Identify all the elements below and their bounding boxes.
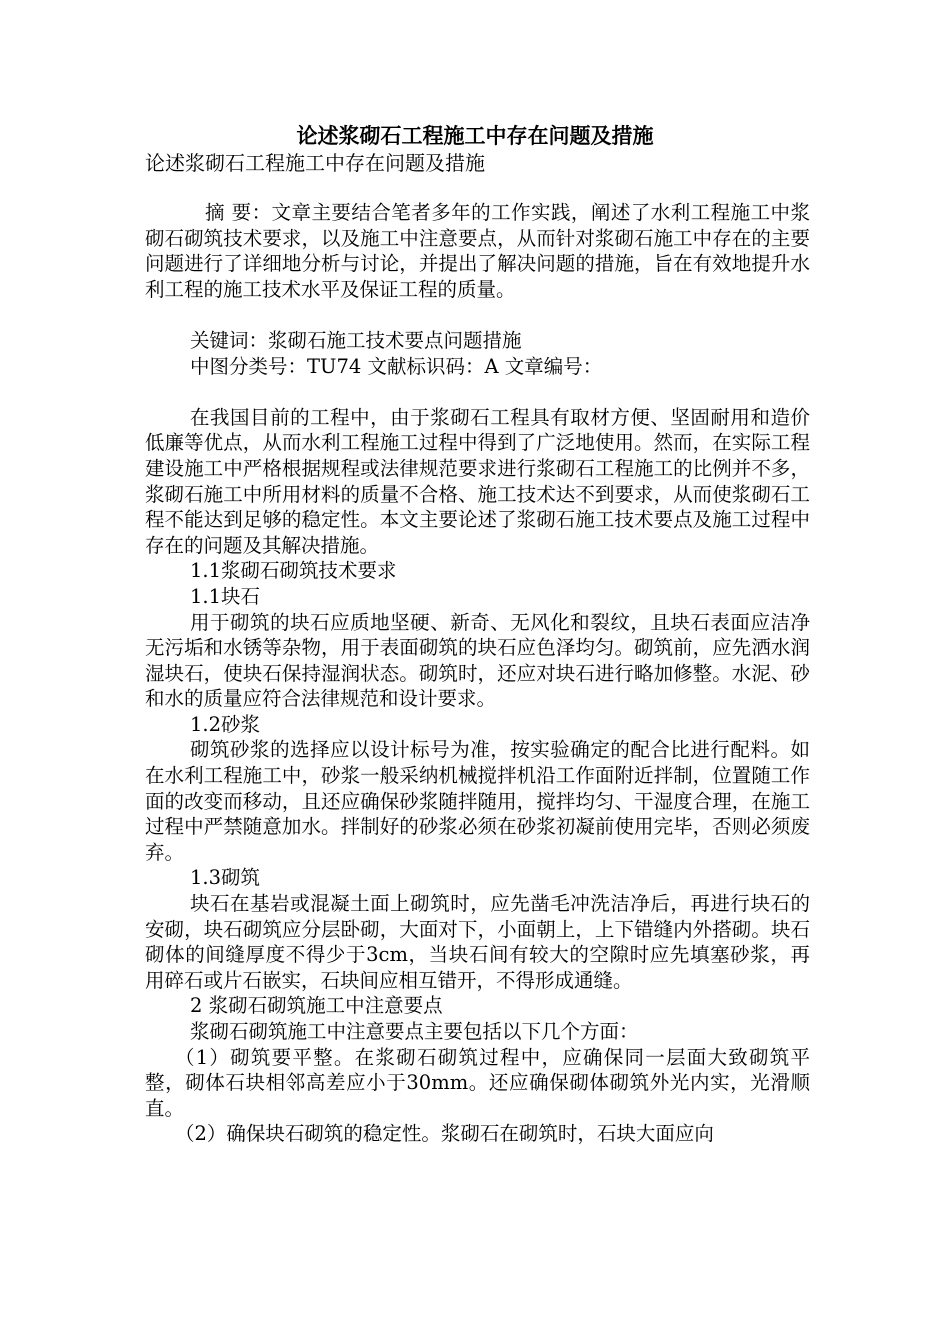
section-paragraph-1-2: 砌筑砂浆的选择应以设计标号为准，按实验确定的配合比进行配料。如在水利工程施工中，砂浆一般采纳机械搅拌机沿工作面附近拌制，位置随工作面的改变而移动，且还应确保砂浆随拌随用，搅拌均匀、干湿度合理，在施工过程中严禁随意加水。拌制好的砂浆必须在砂浆初凝前使用完毕，否则必须废弃。 (145, 738, 810, 864)
abstract-paragraph: 摘 要：文章主要结合笔者多年的工作实践，阐述了水利工程施工中浆砌石砌筑技术要求，以及施工中注意要点，从而针对浆砌石施工中存在的主要问题进行了详细地分析与讨论，并提出了解决问题的措施，旨在有效地提升水利工程的施工技术水平及保证工程的质量。 (145, 201, 810, 301)
document-body (145, 200, 810, 1147)
classification-line: 中图分类号：TU74 文献标识码：A 文章编号： (190, 354, 603, 378)
keywords-line: 关键词：浆砌石施工技术要点问题措施 (190, 328, 522, 352)
spacer (145, 379, 810, 405)
list-item-2-1: （1）砌筑要平整。在浆砌石砌筑过程中，应确保同一层面大致砌筑平整，砌体石块相邻高差应小于30mm。还应确保砌体砌筑外光内实，光滑顺直。 (145, 1045, 810, 1120)
spacer (145, 302, 810, 328)
list-item-2-2: （2）确保块石砌筑的稳定性。浆砌石在砌筑时，石块大面应向 (175, 1122, 714, 1146)
section-paragraph-1-3: 块石在基岩或混凝土面上砌筑时，应先凿毛冲洗洁净后，再进行块石的安砌，块石砌筑应分层卧砌，大面对下，小面朝上，上下错缝内外搭砌。块石砌体的间缝厚度不得少于3cm，当块石间有较大的空隙时应先填塞砂浆，再用碎石或片石嵌实，石块间应相互错开，不得形成通缝。 (145, 892, 810, 992)
section-heading-2: 2 浆砌石砌筑施工中注意要点 (190, 994, 443, 1018)
intro-paragraph: 在我国目前的工程中，由于浆砌石工程具有取材方便、坚固耐用和造价低廉等优点，从而水利工程施工过程中得到了广泛地使用。然而，在实际工程建设施工中严格根据规程或法律规范要求进行浆砌石工程施工的比例并不多，浆砌石施工中所用材料的质量不合格、施工技术达不到要求，从而使浆砌石工程不能达到足够的稳定性。本文主要论述了浆砌石施工技术要点及施工过程中存在的问题及其解决措施。 (145, 405, 810, 557)
section-heading-1-2: 1.2砂浆 (190, 712, 261, 736)
section-heading-1-1: 1.1块石 (190, 584, 261, 608)
section-paragraph-2: 浆砌石砌筑施工中注意要点主要包括以下几个方面： (190, 1020, 639, 1043)
section-paragraph-1-1: 用于砌筑的块石应质地坚硬、新奇、无风化和裂纹，且块石表面应洁净无污垢和水锈等杂物，用于表面砌筑的块石应色泽均匀。砌筑前，应先洒水润湿块石，使块石保持湿润状态。砌筑时，还应对块石进行略加修整。水泥、砂和水的质量应符合法律规范和设计要求。 (145, 610, 810, 711)
section-heading-1-1-main: 1.1浆砌石砌筑技术要求 (190, 559, 397, 583)
document-subtitle: 论述浆砌石工程施工中存在问题及措施 (145, 151, 485, 175)
section-heading-1-3: 1.3砌筑 (190, 866, 261, 890)
document-title: 论述浆砌石工程施工中存在问题及措施 (296, 123, 654, 148)
